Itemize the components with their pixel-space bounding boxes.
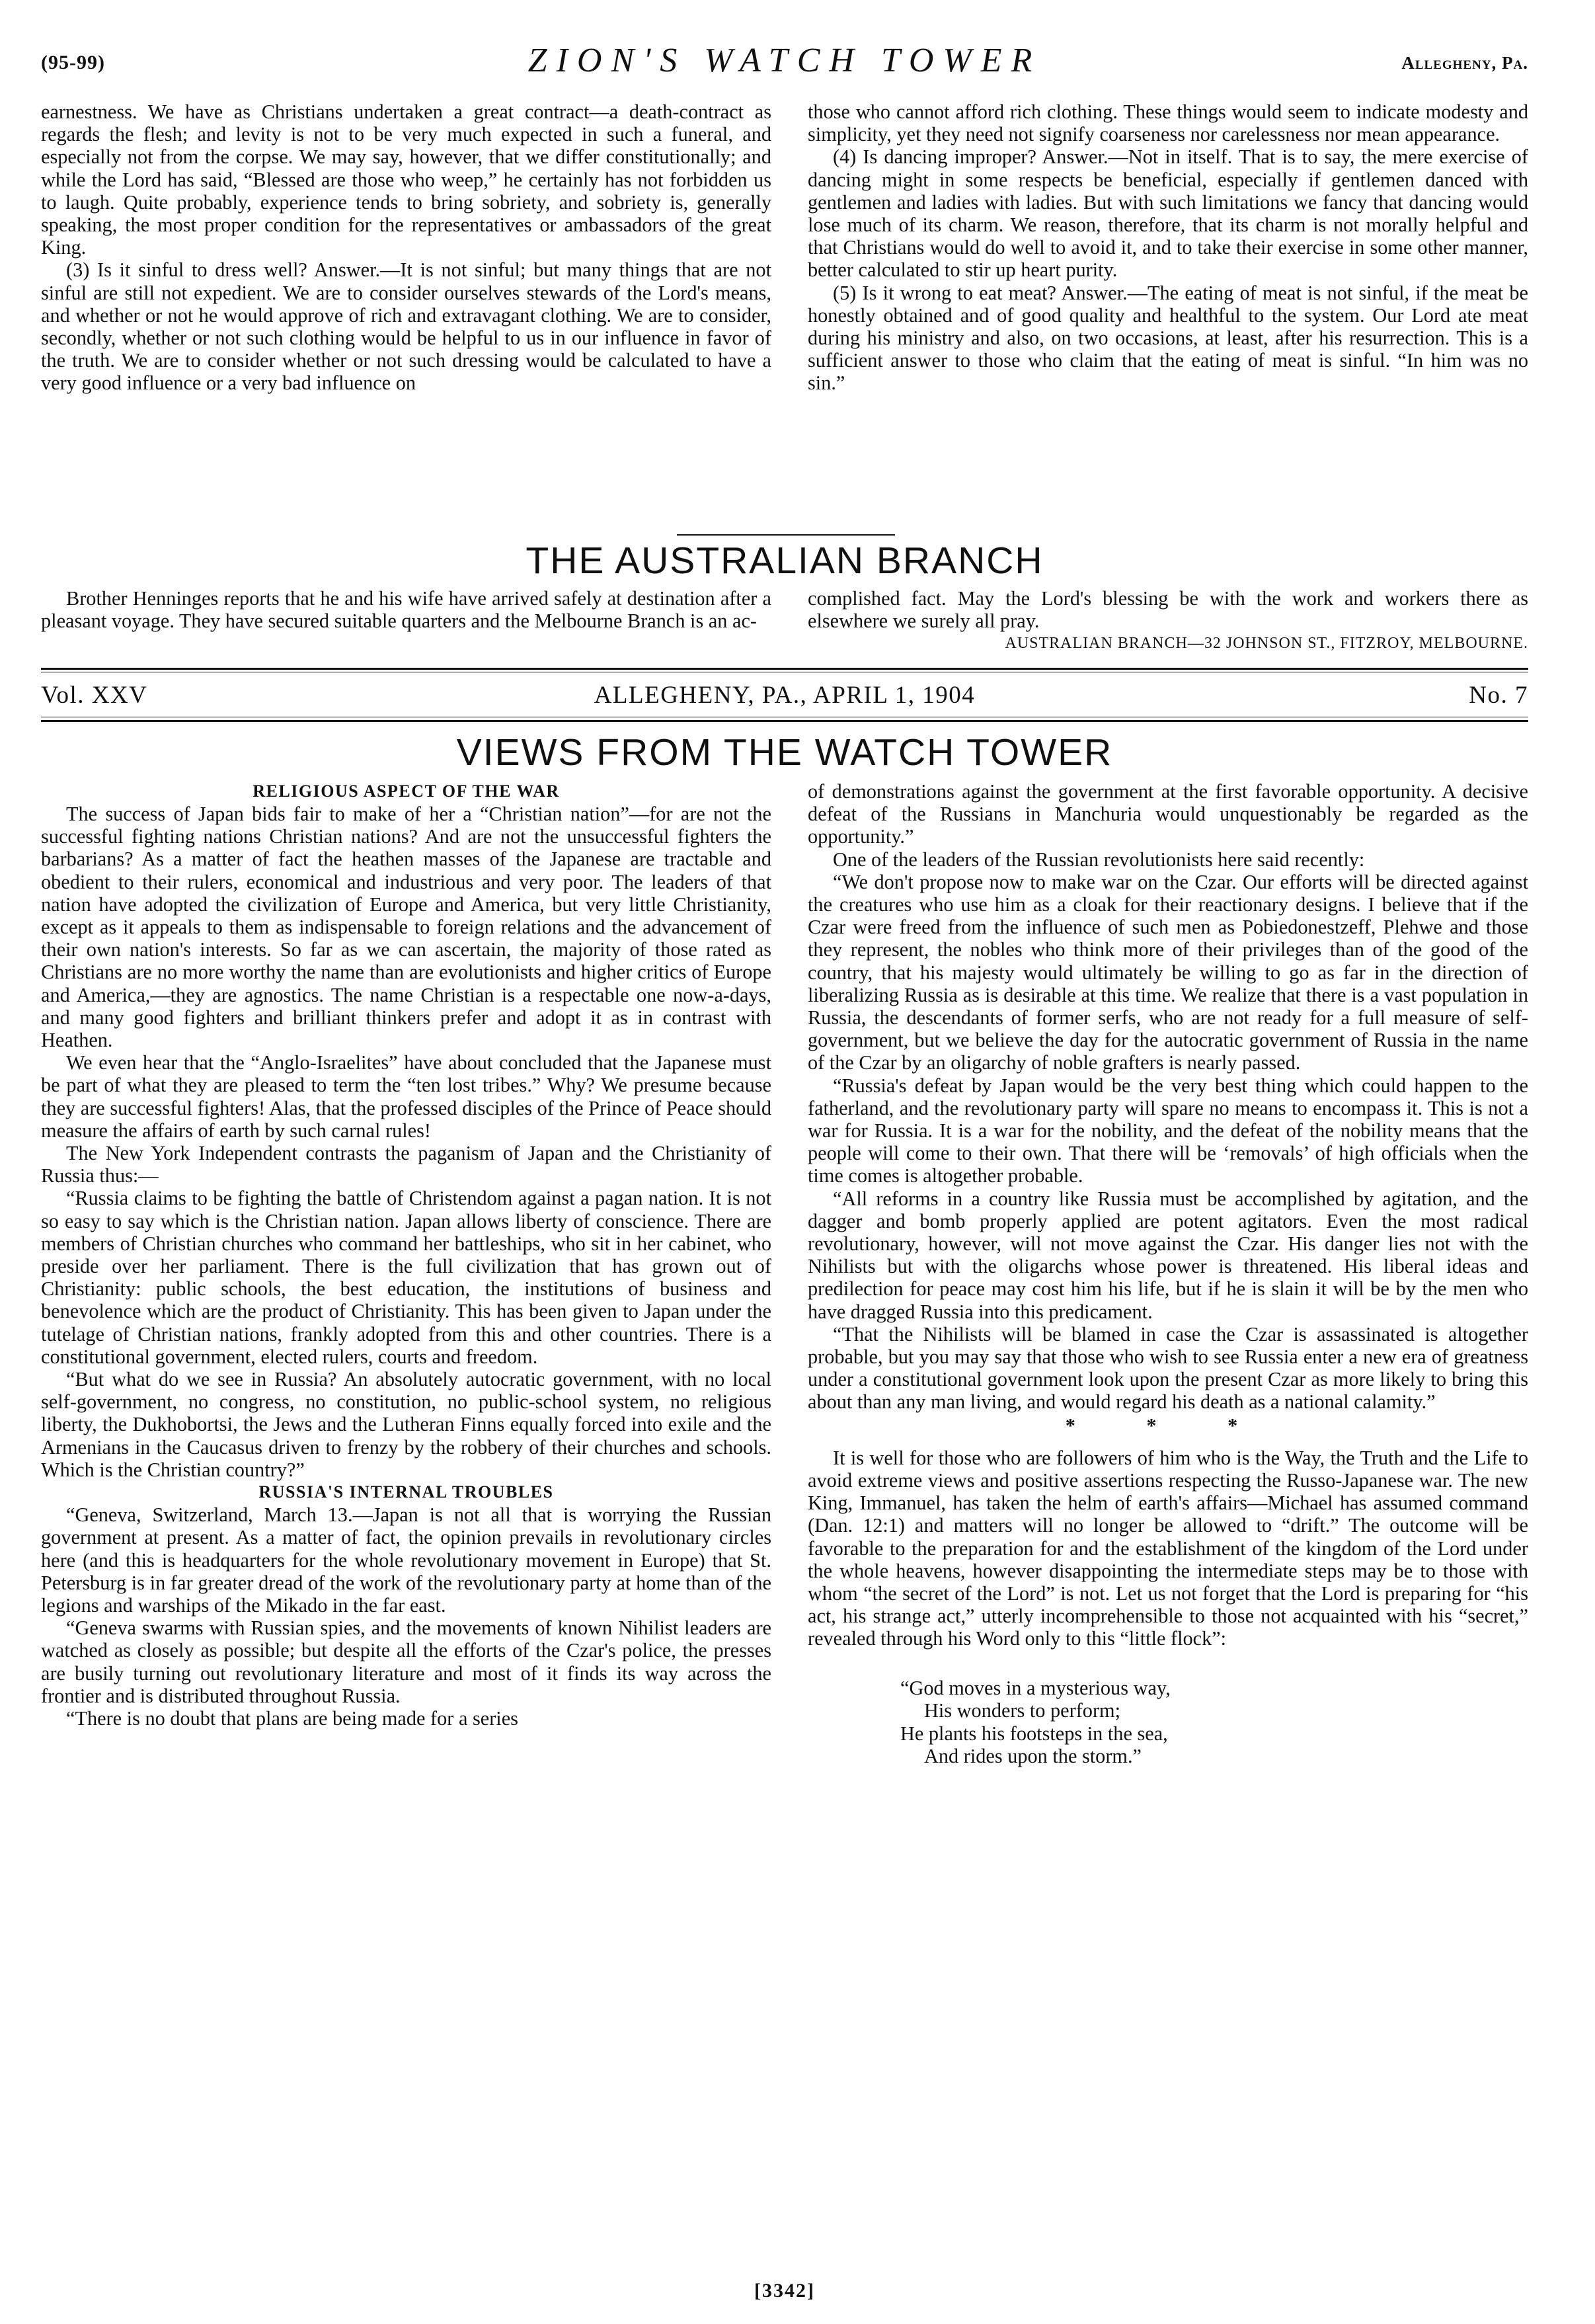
masthead-rule-top bbox=[41, 668, 1528, 670]
australian-branch-title: THE AUSTRALIAN BRANCH bbox=[525, 540, 1044, 582]
paragraph: The success of Japan bids fair to make of her a “Christian nation”—for are not the successful fighting nations Christian nations? And are not the unsuccessful fighters the barbarians? As a matter of fact the heathen masses of the Japanese are tractable and obedient to their rulers, economical and industrious and very poor. The leaders of that nation have adopted the civilization of Europe and America, but very little Christianity, except as it appeals to them as indispensable to foreign relations and the advancement of their own nation's interests. So far as we can ascertain, the majority of those rated as Christians are no more worthy the name than are evolutionists and higher critics of Europe and America,—they are agnostics. The name Christian is a respectable one now-a-days, and many good fighters and brilliant thinkers prefer and adopt it as in contrast with Heathen. bbox=[41, 803, 771, 1052]
subhead-religious-aspect: RELIGIOUS ASPECT OF THE WAR bbox=[253, 781, 560, 801]
paragraph: “Geneva, Switzerland, March 13.—Japan is not all that is worrying the Russian government at present. As a matter of fact, the opinion prevails in revolutionary circles here (and this is headquarters for the whole revolutionary movement in Europe) that St. Petersburg is in far greater dread of the work of the revolutionary party at home than of the legions and warships of the Mikado in the far east. bbox=[41, 1503, 771, 1617]
paragraph: “But what do we see in Russia? An absolutely autocratic government, with no local self-government, no congress, no constitution, no public-school system, no religious liberty, the Dukhobortsi, the Jews and the Lutheran Finns equally forced into exile and the Armenians in the Caucasus driven to frenzy by the robbery of their churches and schools. Which is the Christian country?” bbox=[41, 1368, 771, 1481]
paragraph: “There is no doubt that plans are being made for a series bbox=[66, 1706, 518, 1730]
paragraph: those who cannot afford rich clothing. These things would seem to indicate modesty and simplicity, yet they need not signify coarseness nor carelessness nor mean appearance. bbox=[808, 100, 1528, 146]
issue-number: No. 7 bbox=[1469, 682, 1528, 709]
paragraph: “Russia's defeat by Japan would be the very best thing which could happen to the fatherland, and the revolutionary party will spare no means to encompass it. This is not a war for Russia. It is a war for the nobility, and the defeat of the nobility means that the people will come to their own. That there will be ‘removals’ of high officials when the time comes is altogether probable. bbox=[808, 1074, 1528, 1187]
paragraph: It is well for those who are followers of him who is the Way, the Truth and the Life to avoid extreme views and positive assertions respecting the Russo-Japanese war. The new King, Immanuel, has taken the helm of earth's affairs—Michael has assumed command (Dan. 12:1) and matters will no longer be allowed to “drift.” The outcome will be favorable to the preparation for and the establishment of the kingdom of the Lord under the whole heavens, however disappointing the intermediate steps may be to those with whom “the secret of the Lord” is not. Let us not forget that the Lord is preparing for “his act, his strange act,” utterly incomprehensible to those not acquainted with his “secret,” revealed through his Word only to this “little flock”: bbox=[808, 1446, 1528, 1650]
paragraph: One of the leaders of the Russian revolutionists here said recently: bbox=[833, 848, 1365, 871]
paragraph: The New York Independent contrasts the paganism of Japan and the Christianity of Russia thus:— bbox=[41, 1142, 771, 1187]
views-left-column bbox=[41, 780, 771, 1730]
publication-place: Allegheny, Pa. bbox=[1401, 53, 1528, 73]
paragraph: complished fact. May the Lord's blessing be with the work and workers there as elsewhere we surely all pray. bbox=[808, 587, 1528, 633]
paragraph: “All reforms in a country like Russia must be accomplished by agitation, and the dagger and bomb properly applied are potent agitators. Even the most radical revolutionary, however, will not move against the Czar. His danger lies not with the Nihilists but with the oligarchs whose power is threatened. His liberal ideas and predilection for peace may cost him his life, but if he is slain it will be by the men who have dragged Russia into this predicament. bbox=[808, 1187, 1528, 1323]
paragraph: “Russia claims to be fighting the battle of Christendom against a pagan nation. It is not so easy to say which is the Christian nation. Japan allows liberty of conscience. There are members of Christian churches who command her battleships, who sit in her cabinet, who preside over her parliament. There is the full civilization that has grown out of Christianity: public schools, the best education, the institutions of business and benevolence which are the product of Christianity. This has been given to Japan under the tutelage of Christian nations, frankly adopted from this and other countries. There is a constitutional government, elected rulers, courts and freedom. bbox=[41, 1187, 771, 1368]
poem-line: He plants his footsteps in the sea, bbox=[900, 1722, 1168, 1745]
views-title: VIEWS FROM THE WATCH TOWER bbox=[456, 731, 1113, 774]
paragraph: of demonstrations against the government at the first favorable opportunity. A decisive defeat of the Russians in Manchuria would unquestionably be regarded as the opportunity.” bbox=[808, 780, 1528, 848]
paragraph: (5) Is it wrong to eat meat? Answer.—The eating of meat is not sinful, if the meat be honestly obtained and of good quality and healthful to the system. Our Lord ate meat during his ministry and also, on two occasions, at least, after his resurrection. This is a sufficient answer to those who claim that the eating of meat is sinful. “In him was no sin.” bbox=[808, 281, 1528, 395]
dateline: ALLEGHENY, PA., APRIL 1, 1904 bbox=[594, 682, 976, 709]
masthead-rule-bottom bbox=[41, 720, 1528, 722]
masthead bbox=[41, 681, 1528, 715]
paragraph: earnestness. We have as Christians undertaken a great contract—a death-contract as regards the flesh; and levity is not to be very much expected in such a funeral, and especially not from the corpse. We may say, however, that we differ constitutionally; and while the Lord has said, “Blessed are those who weep,” he certainly has not forbidden us to laugh. Quite probably, experience tends to bring sobriety, and sobriety is, generally speaking, the most proper condition for the representatives or ambassadors of the great King. bbox=[41, 100, 771, 259]
page-number: [3342] bbox=[754, 2280, 815, 2302]
paragraph: “That the Nihilists will be blamed in case the Czar is assassinated is altogether probable, but you may say that those who wish to see Russia enter a new era of greatness under a constitutional government look upon the present Czar as more likely to bring this about than any man living, and would regard his death as a national calamity.” bbox=[808, 1322, 1528, 1414]
section-break-stars: * * * bbox=[1065, 1414, 1271, 1437]
poem-line: “God moves in a mysterious way, bbox=[900, 1676, 1171, 1699]
page-range: (95-99) bbox=[41, 52, 105, 73]
subhead-internal-troubles: RUSSIA'S INTERNAL TROUBLES bbox=[258, 1482, 554, 1502]
poem-line: And rides upon the storm.” bbox=[924, 1745, 1142, 1768]
paragraph: (4) Is dancing improper? Answer.—Not in itself. That is to say, the mere exercise of dancing might in some respects be beneficial, especially if gentlemen danced with gentlemen and ladies with ladies. But with such limitations we fancy that dancing would lose much of its charm. We reason, therefore, that its charm is not morally helpful and that Christians would do well to avoid it, and to take their exercise in some other manner, better calculated to stir up heart purity. bbox=[808, 145, 1528, 282]
volume-number: Vol. XXV bbox=[41, 682, 148, 709]
section-divider bbox=[677, 534, 895, 536]
views-right-column bbox=[808, 780, 1528, 1768]
paragraph: We even hear that the “Anglo-Israelites” have about concluded that the Japanese must be part of what they are pleased to term the “ten lost tribes.” Why? We presume because they are successful fighters! Alas, that the professed disciples of the Prince of Peace should measure the affairs of earth by such carnal rules! bbox=[41, 1051, 771, 1142]
publication-title: ZION'S WATCH TOWER bbox=[527, 42, 1042, 79]
australian-left-column bbox=[41, 587, 771, 632]
paragraph: (3) Is it sinful to dress well? Answer.—It is not sinful; but many things that are not sinful are still not expedient. We are to consider ourselves stewards of the Lord's means, and whether or not he would approve of rich and extravagant clothing. We are to consider, secondly, whether or not such clothing would be helpful to us in our influence in favor of the truth. We are to consider whether or not such dressing would be calculated to have a very good influence or a very bad influence on bbox=[41, 259, 771, 395]
paragraph: Brother Henninges reports that he and his wife have arrived safely at destination after a pleasant voyage. They have secured suitable quarters and the Melbourne Branch is an ac- bbox=[41, 587, 771, 633]
branch-address: AUSTRALIAN BRANCH—32 JOHNSON ST., FITZROY, MELBOURNE. bbox=[1005, 635, 1528, 653]
paragraph: “We don't propose now to make war on the Czar. Our efforts will be directed against the creatures who use him as a cloak for their reactionary designs. I believe that if the Czar were freed from the influence of such men as Pobiedonestzeff, Plehwe and those they represent, the nobles who think more of their privileges than of the good of the country, that his majesty would ultimately be willing to go as far in the direction of liberalizing Russia as is desirable at this time. We realize that there is a vast population in Russia, the descendants of former serfs, who are not ready for a full measure of self-government, but we believe the day for the autocratic government of Russia in the name of the Czar by an oligarchy of noble grafters is nearly passed. bbox=[808, 870, 1528, 1074]
running-header bbox=[41, 41, 1528, 81]
paragraph: “Geneva swarms with Russian spies, and the movements of known Nihilist leaders are watched as closely as possible; but despite all the efforts of the Czar's police, the presses are busily turning out revolutionary literature and most of it finds its way across the frontier and is distributed throughout Russia. bbox=[41, 1617, 771, 1707]
top-right-column bbox=[808, 100, 1528, 395]
australian-right-column bbox=[808, 587, 1528, 655]
poem-line: His wonders to perform; bbox=[924, 1699, 1121, 1722]
newspaper-page bbox=[41, 41, 1528, 2302]
top-left-column bbox=[41, 100, 771, 395]
hymn-quotation bbox=[900, 1677, 1528, 1768]
